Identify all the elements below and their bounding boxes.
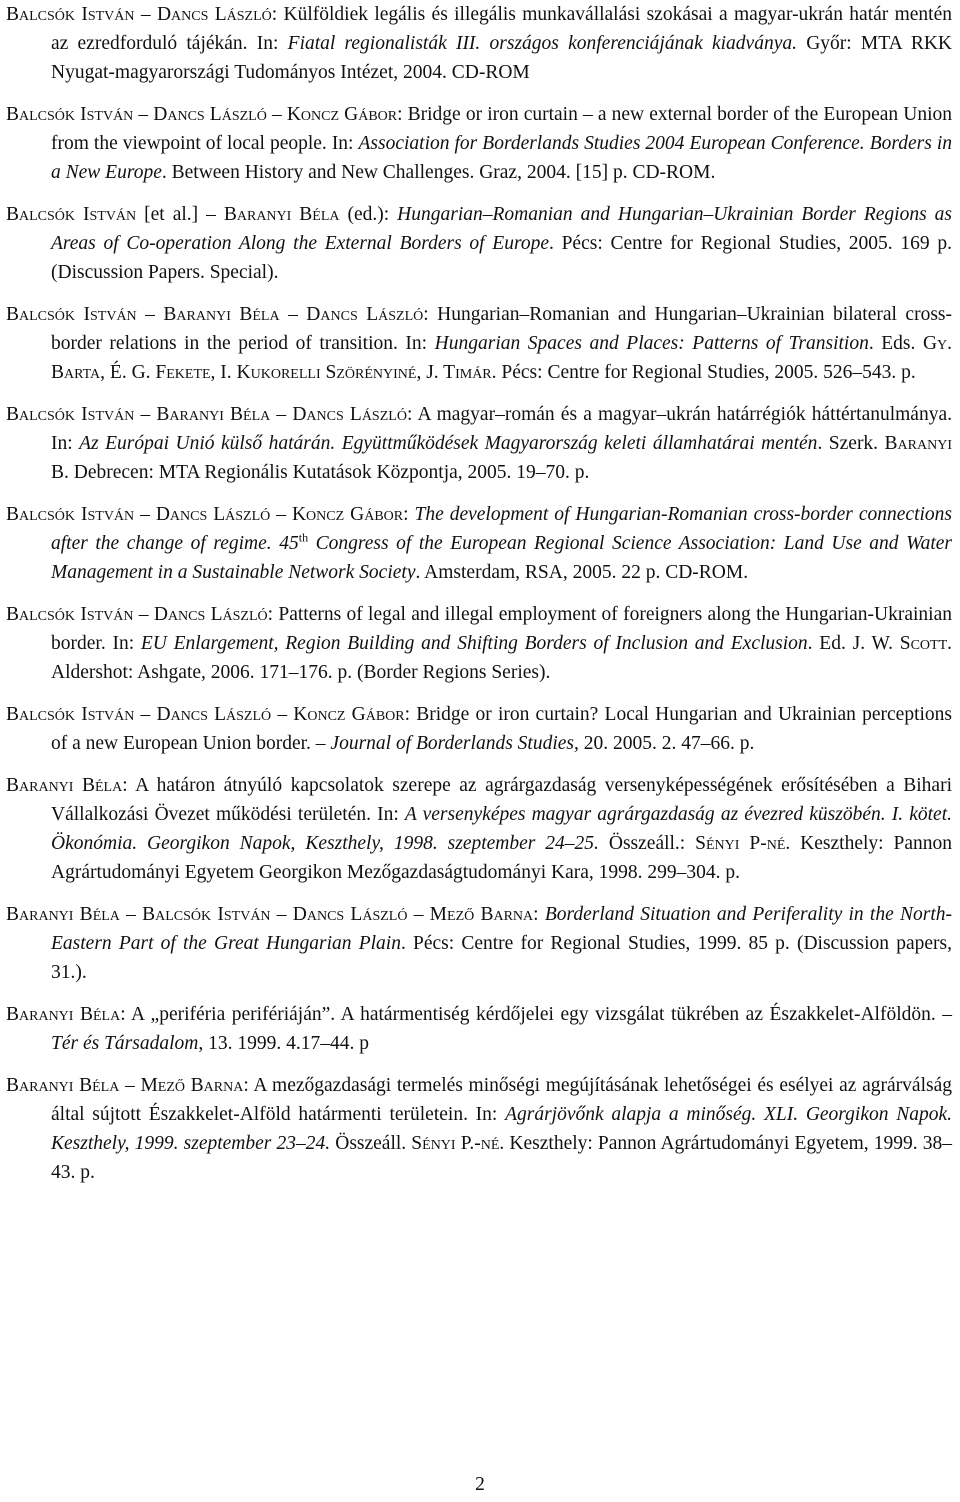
text-run: : — [403, 504, 415, 525]
text-run: . Keszthely: Pannon Agrártudományi Egyetem, 1999. 38–43. p. — [51, 1133, 953, 1183]
text-run: . Pécs: Centre for Regional Studies, 2005. 169 p. (Discussion Papers. Special). — [51, 233, 952, 283]
text-run: : A határon átnyúló kapcsolatok szerepe az agrárgazdaság versenyképességének erősítésében a Bihari Vállalkozási Övezet működési területén. In: — [51, 775, 953, 825]
work-title: Az Európai Unió külső határán. Együttműködések Magyarország keleti államhatárai mentén — [79, 433, 818, 454]
reference-entry — [6, 100, 952, 187]
reference-entry — [6, 900, 952, 987]
text-run: [et al.] – — [136, 204, 224, 225]
work-title: EU Enlargement, Region Building and Shifting Borders of Inclusion and Exclusion — [140, 633, 808, 654]
reference-entry — [6, 200, 952, 287]
text-run: (ed.): — [339, 204, 398, 225]
text-run: . Aldershot: Ashgate, 2006. 171–176. p. (Border Regions Series). — [51, 633, 953, 683]
text-run: Összeáll.: — [598, 833, 696, 854]
page-number: 2 — [475, 1474, 485, 1495]
work-title: A versenyképes magyar agrárgazdaság az évezred küszöbén. I. kötet. Ökonómia. Georgikon Napok, Keszthely, 1998. szeptember 24–25. — [51, 804, 953, 854]
author-name: Gy. Barta, É. G. Fekete, I. Kukorelli Szörényiné, J. Timár — [51, 333, 953, 383]
author-name: Balcsók István – Baranyi Béla – Dancs László — [6, 304, 424, 325]
text-run: . Between History and New Challenges. Graz, 2004. [15] p. CD-ROM. — [161, 162, 716, 183]
author-name: Baranyi Béla – Balcsók István – Dancs László – Mező Barna — [6, 904, 534, 925]
author-name: Baranyi Béla – Mező Barna — [6, 1075, 244, 1096]
author-name: Scott — [899, 633, 948, 654]
text-run: 20. 2005. 2. 47–66. p. — [578, 733, 755, 754]
reference-entry — [6, 500, 952, 587]
work-title: Agrárjövőnk alapja a minőség. XLI. Georgikon Napok. Keszthely, 1999. szeptember 23–24. — [51, 1104, 952, 1154]
author-name: Balcsók István – Dancs László – Koncz Gábor — [6, 104, 398, 125]
author-name: Balcsók István – Dancs László — [6, 4, 272, 25]
author-name: Balcsók István – Dancs László – Koncz Gábor — [6, 504, 404, 525]
work-title: Borderland Situation and Periferality in the North-Eastern Part of the Great Hungarian Plain — [51, 904, 952, 954]
text-run: . Eds. — [868, 333, 923, 354]
reference-entry — [6, 300, 952, 387]
author-name: Sényi P.-né — [411, 1133, 500, 1154]
text-run: . Amsterdam, RSA, 2005. 22 p. CD-ROM. — [415, 562, 749, 583]
work-title: Congress of the European Regional Science Association: Land Use and Water Management in a Sustainable Network Society — [51, 533, 952, 583]
reference-entry — [6, 0, 952, 87]
text-run: : A magyar–román és a magyar–ukrán határrégiók háttértanulmánya. In: — [51, 404, 952, 454]
reference-entry — [6, 400, 952, 487]
superscript: th — [298, 530, 309, 545]
text-run: : Bridge or iron curtain – a new external border of the European Union from the viewpoint of local people. In: — [51, 104, 952, 154]
author-name: Baranyi Béla — [6, 775, 123, 796]
text-run: , 13. 1999. 4.17–44. p — [198, 1033, 369, 1054]
work-title: Tér és Társadalom — [51, 1033, 199, 1054]
author-name: Baranyi B — [51, 433, 952, 483]
work-title: Fiatal regionalisták III. országos konferenciájának kiadványa. — [287, 33, 797, 54]
author-name: Balcsók István – Dancs László – Koncz Gábor — [6, 704, 405, 725]
reference-entry — [6, 700, 952, 758]
text-run: . Pécs: Centre for Regional Studies, 2005. 526–543. p. — [491, 362, 916, 383]
text-run: . Szerk. — [817, 433, 885, 454]
reference-entry — [6, 600, 952, 687]
text-run: Összeáll. — [330, 1133, 412, 1154]
text-run: . Ed. J. W. — [807, 633, 900, 654]
work-title: Journal of Borderlands Studies, — [330, 733, 579, 754]
work-title: Hungarian Spaces and Places: Patterns of Transition — [434, 333, 869, 354]
reference-entry — [6, 771, 952, 887]
author-name: Baranyi Béla — [223, 204, 340, 225]
text-run: : A „periféria perifériáján”. A határmentiség kérdőjelei egy vizsgálat tükrében az Északkelet-Alföldön. – — [120, 1004, 952, 1025]
text-run: . Keszthely: Pannon Agrártudományi Egyetem Georgikon Mezőgazdaságtudományi Kara, 1998. 299–304. p. — [51, 833, 953, 883]
text-run: : Patterns of legal and illegal employment of foreigners along the Hungarian-Ukrainian border. In: — [51, 604, 953, 654]
author-name: Balcsók István – Dancs László — [6, 604, 268, 625]
text-run: : Hungarian–Romanian and Hungarian–Ukrainian bilateral cross-border relations in the period of transition. In: — [51, 304, 952, 354]
text-run: : Külföldiek legális és illegális munkavállalási szokásai a magyar-ukrán határ mentén az ezredforduló tájékán. In: — [51, 4, 953, 54]
work-title: Hungarian–Romanian and Hungarian–Ukrainian Border Regions as Areas of Co-operation Along the External Borders of Europe — [51, 204, 953, 254]
reference-entry — [6, 1071, 952, 1187]
author-name: Balcsók István — [6, 204, 137, 225]
text-run: : — [533, 904, 545, 925]
reference-entry — [6, 1000, 952, 1058]
author-name: Baranyi Béla — [6, 1004, 121, 1025]
author-name: Balcsók István – Baranyi Béla – Dancs László — [6, 404, 407, 425]
work-title: The development of Hungarian-Romanian cross-border connections after the change of regime. 45 — [51, 504, 952, 554]
text-run: : Bridge or iron curtain? Local Hungarian and Ukrainian perceptions of a new European Union border. – — [51, 704, 952, 754]
text-run: Győr: MTA RKK Nyugat-magyarországi Tudományos Intézet, 2004. CD-ROM — [51, 33, 953, 83]
text-run: : A mezőgazdasági termelés minőségi megújításának lehetőségei és esélyei az agrárválság által sújtott Északkelet-Alföld határmenti területein. In: — [51, 1075, 952, 1125]
text-run: . Debrecen: MTA Regionális Kutatások Központja, 2005. 19–70. p. — [64, 462, 590, 483]
author-name: Sényi P-né — [695, 833, 786, 854]
work-title: Association for Borderlands Studies 2004 European Conference. Borders in a New Europe — [51, 133, 952, 183]
text-run: . Pécs: Centre for Regional Studies, 1999. 85 p. (Discussion papers, 31.). — [51, 933, 952, 983]
reference-list — [6, 0, 952, 1200]
